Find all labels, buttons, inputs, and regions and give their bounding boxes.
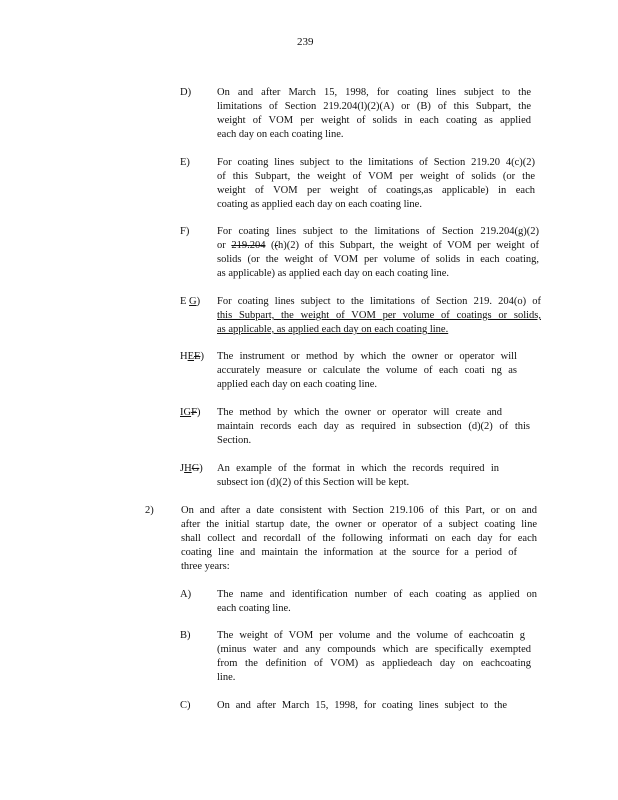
item-text: An example of the format in which the records required in subsect ion (d)(2) of this Section will be kept.: [217, 463, 499, 488]
item-label: E): [180, 157, 190, 168]
strikethrough-text: 219.204: [231, 240, 266, 251]
item-label: F): [180, 226, 190, 237]
item-text: On and after March 15, 1998, for coating lines subject to the limitations of Section 219.204(l)(2)(A) or (B) of this Subpart, the weight of VOM per weight of solids in each coating as applied each day on each coating line.: [217, 87, 531, 140]
item-label: B): [180, 630, 191, 641]
page-number: 239: [297, 36, 314, 48]
item-text: The method by which the owner or operator will create and maintain records each day as required in subsection (d)(2) of this Section.: [217, 407, 530, 446]
inserted-text: this Subpart, the weight of VOM per volume of coatings or solids,: [217, 310, 541, 321]
item-label: JHG): [180, 463, 203, 474]
item-label: A): [180, 589, 192, 600]
item-text: The instrument or method by which the owner or operator will accurately measure or calculate the volume of each coati ng as applied each day on each coating line.: [217, 351, 517, 390]
item-label: IGF): [180, 407, 201, 418]
item-text: For coating lines subject to the limitations of Section 219.20 4(c)(2) of this Subpart, the weight of VOM per weight of solids (or the weight of VOM per weight of coatings,as applicable) in each coating as applied each day on each coating line.: [217, 157, 535, 210]
inserted-text: as applicable, as applied each day on each coating line.: [217, 324, 449, 335]
item-text: For coating lines subject to the limitations of Section 219.204(g)(2) or 219.204 ((h)(2) of this Subpart, the weight of VOM per weight of solids (or the weight of VOM per volume of solids in each coating, as applicable) as applied each day on each coating line.: [217, 226, 539, 279]
item-text: For coating lines subject to the limitations of Section 219. 204(o) of this Subpart, the weight of VOM per volume of coatings or solids, as applicable, as applied each day on each coating line.: [217, 296, 541, 335]
item-label: D): [180, 87, 192, 98]
item-text: The weight of VOM per volume and the volume of eachcoatin g (minus water and any compounds which are specifically exempted from the definition of VOM) as appliedeach day on eachcoating line.: [217, 630, 531, 683]
item-label: E G): [180, 296, 201, 307]
item-label: C): [180, 700, 191, 711]
item-label: HEE): [180, 351, 204, 362]
item-label: 2): [145, 505, 154, 516]
item-text: On and after a date consistent with Section 219.106 of this Part, or on and after the initial startup date, the owner or operator of a subject coating line shall collect and recordall of the following informati on each day for each coating line and maintain the information at the source for a period of three years:: [181, 505, 537, 572]
item-text: The name and identification number of each coating as applied on each coating line.: [217, 589, 537, 614]
item-text: On and after March 15, 1998, for coating lines subject to the: [217, 700, 507, 711]
